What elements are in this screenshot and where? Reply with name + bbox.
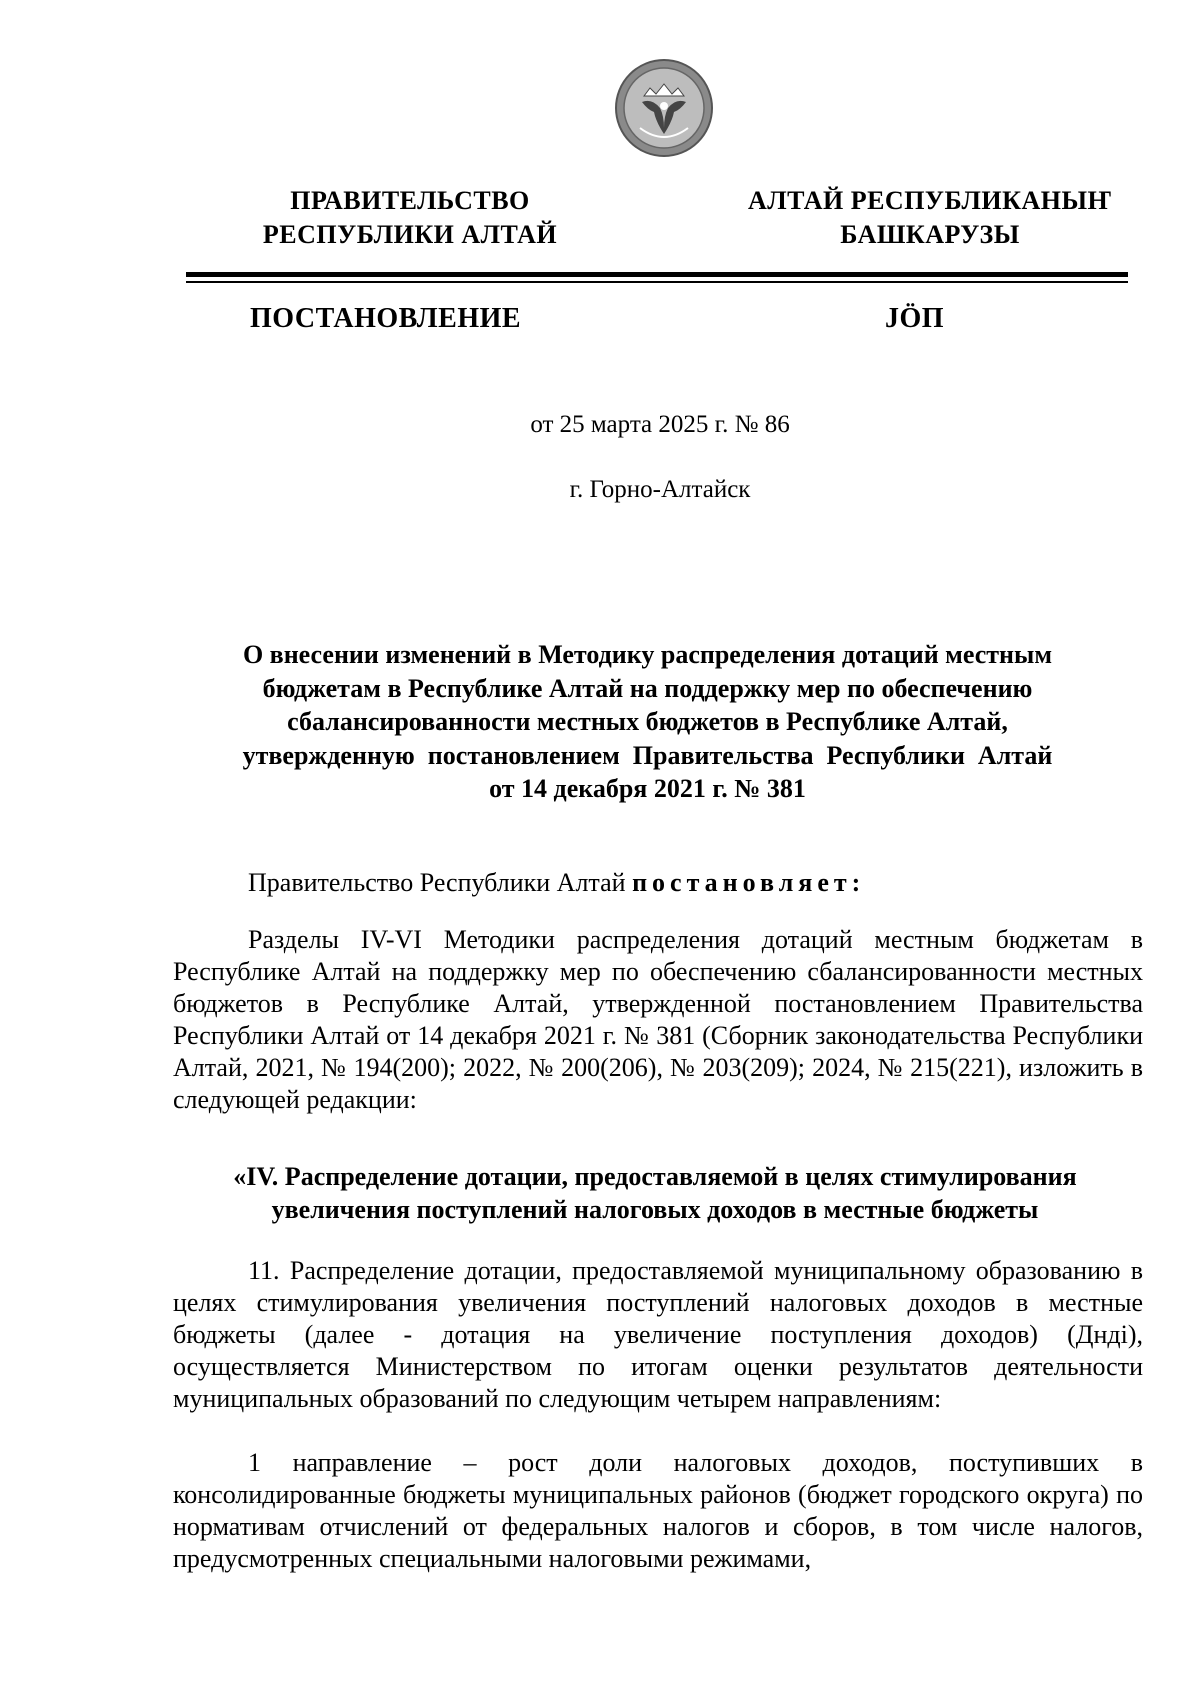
header-left-line1: ПРАВИТЕЛЬСТВО xyxy=(290,186,530,215)
section-heading-line: увеличения поступлений налоговых доходов в местные бюджеты xyxy=(271,1195,1039,1224)
document-title xyxy=(200,638,1095,806)
preamble-text: Правительство Республики Алтай xyxy=(248,868,633,897)
header-divider-thick xyxy=(186,272,1128,277)
doc-type-altai: JӦП xyxy=(885,303,945,334)
paragraph-item-11: 11. Распределение дотации, предоставляемой муниципальному образованию в целях стимулирования увеличения поступлений налоговых доходов в местные бюджеты (далее - дотация на увеличение поступления доходов) (Днді), осуществляется Министерством по итогам оценки результатов деятельности муниципальных образований по следующим четырем направлениям: xyxy=(173,1256,1143,1413)
title-line: сбалансированности местных бюджетов в Республике Алтай, xyxy=(287,707,1008,736)
document-city: г. Горно-Алтайск xyxy=(569,476,751,503)
preamble xyxy=(173,867,1143,899)
header-right-line1: АЛТАЙ РЕСПУБЛИКАНЫҤ xyxy=(748,186,1112,215)
header-left-line2: РЕСПУБЛИКИ АЛТАЙ xyxy=(262,220,558,249)
preamble-decree-word: постановляет: xyxy=(632,868,866,897)
paragraph-amendment: Разделы IV-VI Методики распределения дотаций местным бюджетам в Республике Алтай на поддержку мер по обеспечению сбалансированности местных бюджетов в Республике Алтай, утвержденной постановлением Правительства Республики Алтай от 14 декабря 2021 г. № 381 (Сборник законодательства Республики Алтай, 2021, № 194(200); 2022, № 200(206), № 203(209); 2024, № 215(221), изложить в следующей редакции: xyxy=(173,925,1143,1114)
header-right-line2: БАШКАРУЗЫ xyxy=(840,220,1020,249)
coat-of-arms-emblem xyxy=(614,58,714,158)
document-date-number: от 25 марта 2025 г. № 86 xyxy=(530,411,790,438)
coat-of-arms-icon xyxy=(614,58,714,158)
title-line: бюджетам в Республике Алтай на поддержку мер по обеспечению xyxy=(262,673,1033,703)
header-divider-thin xyxy=(186,281,1128,283)
title-line: от 14 декабря 2021 г. № 381 xyxy=(489,774,806,803)
title-line: утвержденную постановлением Правительства Республики Алтай xyxy=(242,740,1053,770)
header-right-authority xyxy=(720,184,1140,252)
section-heading xyxy=(160,1160,1150,1226)
header-left-authority xyxy=(180,184,640,252)
doc-type-russian: ПОСТАНОВЛЕНИЕ xyxy=(250,303,522,334)
paragraph-direction-1: 1 направление – рост доли налоговых доходов, поступивших в консолидированные бюджеты муниципальных районов (бюджет городского округа) по нормативам отчислений от федеральных налогов и сборов, в том числе налогов, предусмотренных специальными налоговыми режимами, xyxy=(173,1448,1143,1573)
title-line: О внесении изменений в Методику распределения дотаций местным xyxy=(242,640,1053,669)
section-heading-line: «IV. Распределение дотации, предоставляемой в целях стимулирования xyxy=(233,1162,1077,1191)
